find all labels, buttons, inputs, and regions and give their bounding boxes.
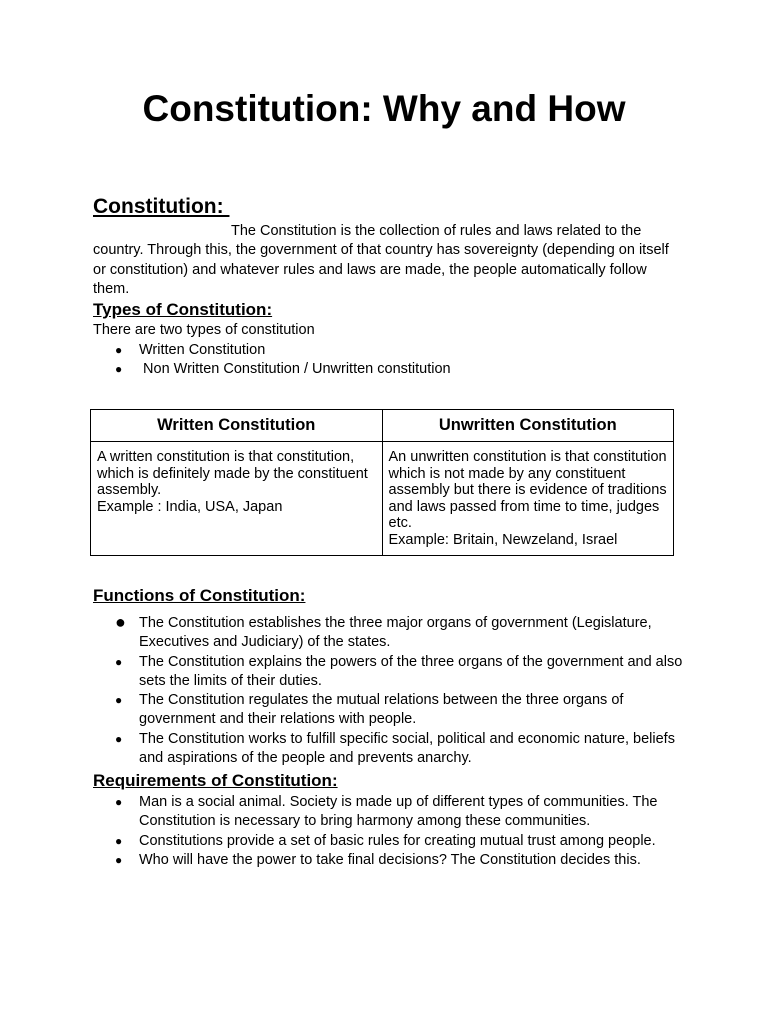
cell-example: Example : India, USA, Japan [97,498,283,515]
list-item: ● Non Written Constitution / Unwritten constitution [93,360,683,379]
list-item: ● The Constitution explains the powers of the three organs of the government and also sets the limits of their duties. [115,653,683,689]
bullet-icon: ● [115,833,123,848]
bullet-icon: ● [115,612,126,632]
page-title: Constitution: Why and How [142,88,626,129]
list-item: ● Constitutions provide a set of basic rules for creating mutual trust among people. [93,832,683,851]
constitution-paragraph [93,222,678,299]
types-list [93,341,683,380]
requirements-heading: Requirements of Constitution: [93,771,338,790]
bullet-icon: ● [115,731,123,746]
requirements-list [93,793,683,870]
comparison-table [90,409,674,556]
list-item: ● Who will have the power to take final decisions? The Constitution decides this. [93,851,683,870]
bullet-icon: ● [115,343,123,357]
table-cell-unwritten [382,442,674,556]
functions-heading: Functions of Constitution: [93,586,306,605]
table-row [91,442,674,556]
cell-text: An unwritten constitution is that constitution which is not made by any constituent assembly but there is evidence of traditions and laws passed from time to time, judges etc. [388,449,667,531]
functions-list [93,614,683,768]
constitution-paragraph-text: The Constitution is the collection of rules and laws related to the country. Through this, the government of that country has sovereignty (depending on itself or constitution) and whatever rules and laws are made, the people automatically follow them. [93,223,669,297]
constitution-heading: Constitution: [93,195,230,218]
table-header-written: Written Constitution [91,410,383,442]
list-item: ● The Constitution establishes the three major organs of government (Legislature, Executives and Judiciary) of the states. [115,612,652,651]
list-item: ● Man is a social animal. Society is made up of different types of communities. The Constitution is necessary to bring harmony among these communities. [115,794,658,830]
bullet-icon: ● [115,852,123,867]
list-item: ● Written Constitution [93,341,683,360]
list-item: ● The Constitution regulates the mutual relations between the three organs of government and their relations with people. [115,692,624,728]
types-heading: Types of Constitution: [93,300,273,319]
bullet-icon: ● [115,654,123,669]
table-cell-written [91,442,383,556]
bullet-icon: ● [115,795,123,809]
list-item: ● The Constitution works to fulfill specific social, political and economic nature, beliefs and aspirations of the people and prevents anarchy. [115,730,675,767]
types-intro: There are two types of constitution [93,322,315,338]
cell-text: A written constitution is that constitution, which is definitely made by the constituent assembly. [97,449,368,498]
table-header-unwritten: Unwritten Constitution [382,410,674,442]
table-header-row [91,410,674,442]
cell-example: Example: Britain, Newzeland, Israel [388,531,618,548]
bullet-icon: ● [115,693,123,708]
bullet-icon: ● [115,362,123,377]
